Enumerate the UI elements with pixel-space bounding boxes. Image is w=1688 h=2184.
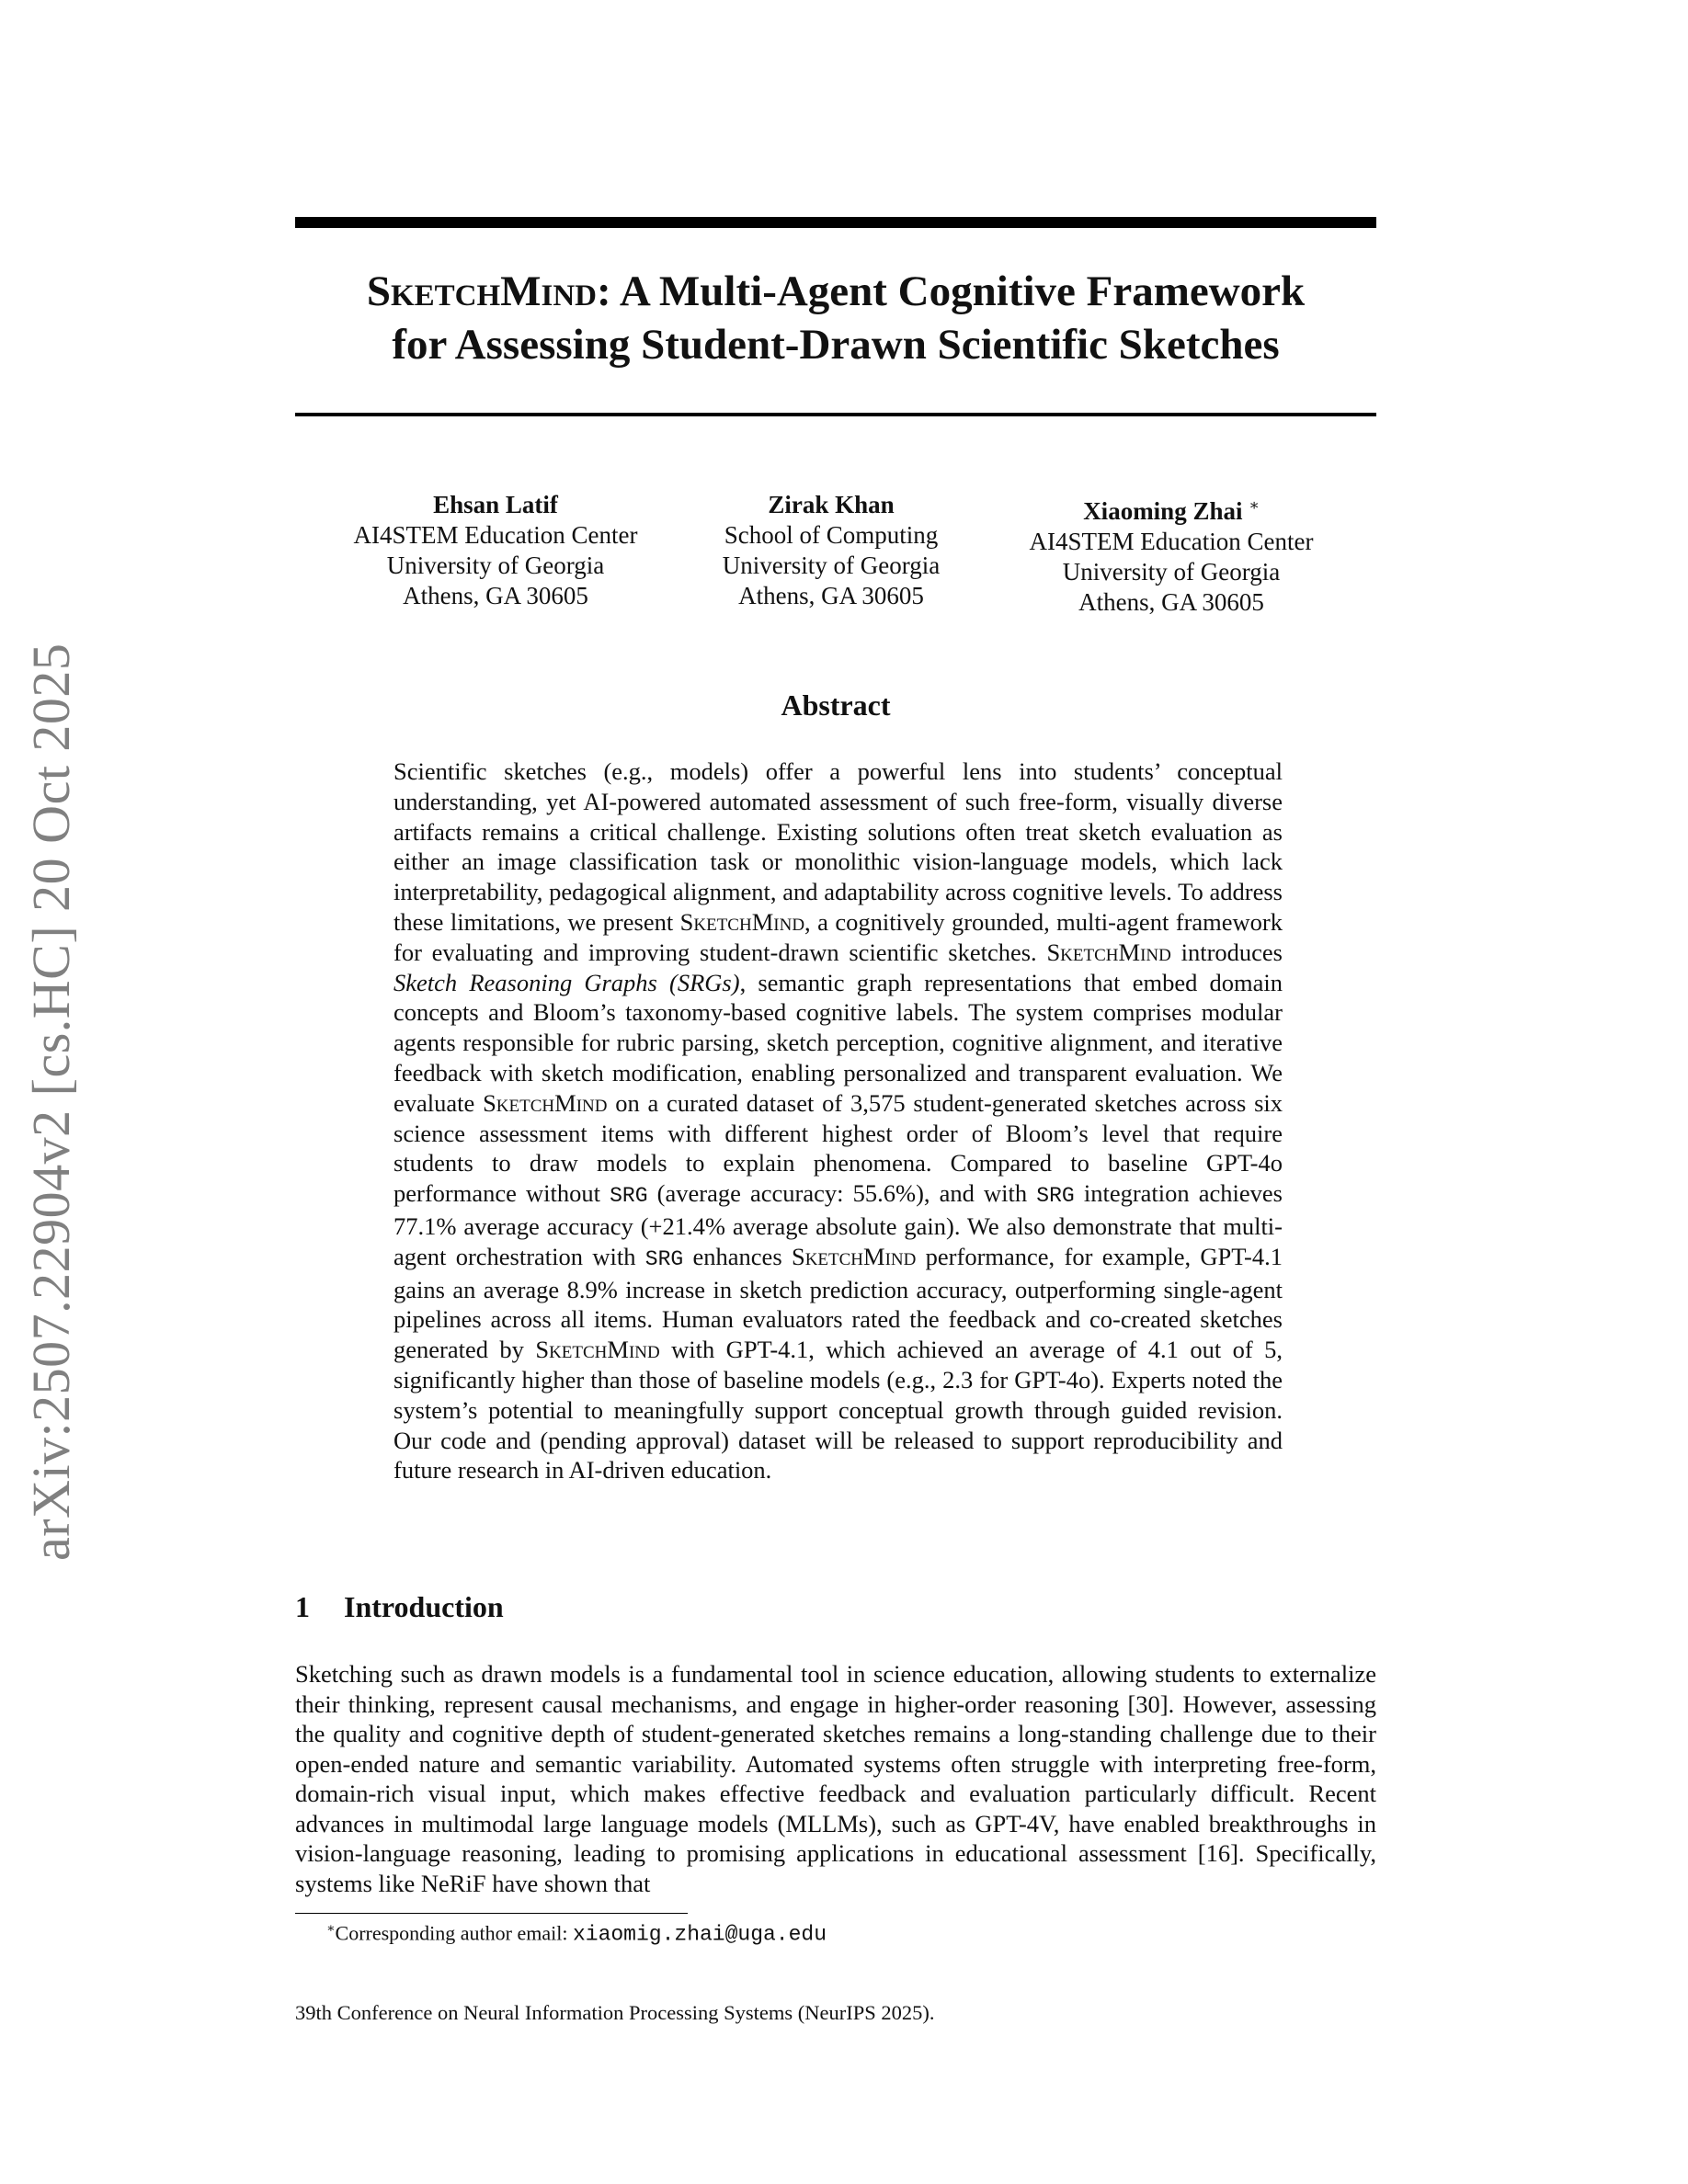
author-name: Xiaoming Zhai [1083, 497, 1243, 525]
abstract-segment: performance, for example, GPT-4.1 gains an average 8.9% increase in sketch prediction accuracy, outperforming single-agent pipelines across all items. Human evaluators rated the feedback and co-created sketches generated by [393, 1242, 1283, 1364]
author [670, 490, 992, 618]
section-number: 1 [295, 1590, 310, 1623]
intro-paragraph: Sketching such as drawn models is a fundamental tool in science education, allowing students to externalize their thinking, represent causal mechanisms, and engage in higher-order reasoning [30]. However, assessing the quality and cognitive depth of student-generated sketches remains a long-standing challenge due to their open-ended nature and semantic variability. Automated systems often struggle with interpreting free-form, domain-rich visual input, which makes effective feedback and evaluation particularly difficult. Recent advances in multimodal large language models (MLLMs), such as GPT-4V, have enabled breakthroughs in vision-language reasoning, leading to promising applications in educational assessment [16]. Specifically, systems like NeRiF have shown that [295, 1660, 1376, 1897]
abstract-segment: with GPT-4.1, which achieved an average of 4.1 out of 5, significantly higher than those of baseline models (e.g., 2.3 for GPT-4o). Experts noted the system’s potential to meaningfully support conceptual growth through guided revision. Our code and (pending approval) dataset will be released to support reproducibility and future research in AI-driven education. [393, 1336, 1283, 1484]
title-line2: for Assessing Student-Drawn Scientific Sketches [392, 321, 1280, 369]
system-name: SketchMind [483, 1088, 608, 1117]
author-affiliation: AI4STEM Education Center [1029, 528, 1314, 555]
code-term: SRG [1036, 1184, 1075, 1209]
author [321, 490, 670, 618]
abstract-segment: on a curated dataset of 3,575 student-generated sketches across six science assessment items with different highest order of Bloom’s level that require students to draw models to explain phenomena. Compared to baseline GPT-4o performance without [393, 1088, 1283, 1208]
abstract-segment: , semantic graph representations that embed domain concepts and Bloom’s taxonomy-based cognitive labels. The system comprises modular agents responsible for rubric parsing, sketch perception, cognitive alignment, and iterative feedback with sketch modification, enabling personalized and transparent evaluation. We evaluate [393, 968, 1283, 1117]
code-term: SRG [644, 1246, 684, 1271]
footnote-text: Corresponding author email: [335, 1921, 573, 1945]
abstract-segment: enhances [683, 1242, 792, 1270]
abstract-heading: Abstract [781, 688, 891, 722]
author-affiliation: School of Computing [724, 521, 939, 549]
footnote-mark: ∗ [326, 1922, 336, 1936]
title-bottom-rule [295, 413, 1376, 416]
author-affiliation: AI4STEM Education Center [353, 521, 638, 549]
author-affiliation: Athens, GA 30605 [403, 582, 588, 609]
footnote [326, 1921, 827, 1946]
arxiv-stamp: arXiv:2507.22904v2 [cs.HC] 20 Oct 2025 [21, 643, 81, 1561]
author-affiliation: University of Georgia [722, 552, 941, 579]
section-title: Introduction [344, 1590, 504, 1623]
system-name: SketchMind [679, 907, 805, 936]
code-term: SRG [610, 1184, 648, 1209]
title-line1-rest: : A Multi-Agent Cognitive Framework [597, 267, 1306, 315]
corresponding-mark: ∗ [1249, 496, 1260, 514]
paper-title [295, 265, 1376, 371]
system-name: SketchMind [535, 1336, 660, 1364]
author [992, 490, 1351, 618]
author-affiliation: Athens, GA 30605 [738, 582, 924, 609]
author-name: Ehsan Latif [433, 491, 558, 518]
conference-note: 39th Conference on Neural Information Processing Systems (NeurIPS 2025). [295, 2001, 935, 2024]
abstract-segment: integration achieves 77.1% average accuracy (+21.4% average absolute gain). We also demonstrate that multi-agent orchestration with [393, 1179, 1283, 1270]
author-name: Zirak Khan [768, 491, 895, 518]
author-affiliation: University of Georgia [1062, 558, 1281, 586]
section-heading [295, 1590, 504, 1624]
abstract-segment: , a cognitively grounded, multi-agent framework for evaluating and improving student-drawn scientific sketches. [393, 907, 1283, 966]
abstract-segment: (average accuracy: 55.6%), and with [647, 1179, 1037, 1208]
abstract-segment: Scientific sketches (e.g., models) offer a powerful lens into students’ conceptual understanding, yet AI-powered automated assessment of such free-form, visually diverse artifacts remains a critical challenge. Existing solutions often treat sketch evaluation as either an image classification task or monolithic vision-language models, which lack interpretability, pedagogical alignment, and adaptability across cognitive levels. To address these limitations, we present [393, 757, 1283, 936]
abstract-segment: introduces [1170, 938, 1283, 966]
author-affiliation: University of Georgia [386, 552, 605, 579]
title-system-name: SketchMind [366, 267, 598, 315]
author-affiliation: Athens, GA 30605 [1078, 588, 1264, 616]
footnote-rule [295, 1913, 688, 1914]
system-name: SketchMind [1046, 938, 1171, 966]
system-name: SketchMind [791, 1242, 917, 1270]
footnote-email[interactable]: xiaomig.zhai@uga.edu [572, 1922, 827, 1947]
title-top-rule [295, 217, 1376, 228]
emphasis-term: Sketch Reasoning Graphs (SRGs) [393, 968, 740, 996]
author-block [295, 490, 1376, 618]
abstract-text [393, 756, 1283, 1485]
